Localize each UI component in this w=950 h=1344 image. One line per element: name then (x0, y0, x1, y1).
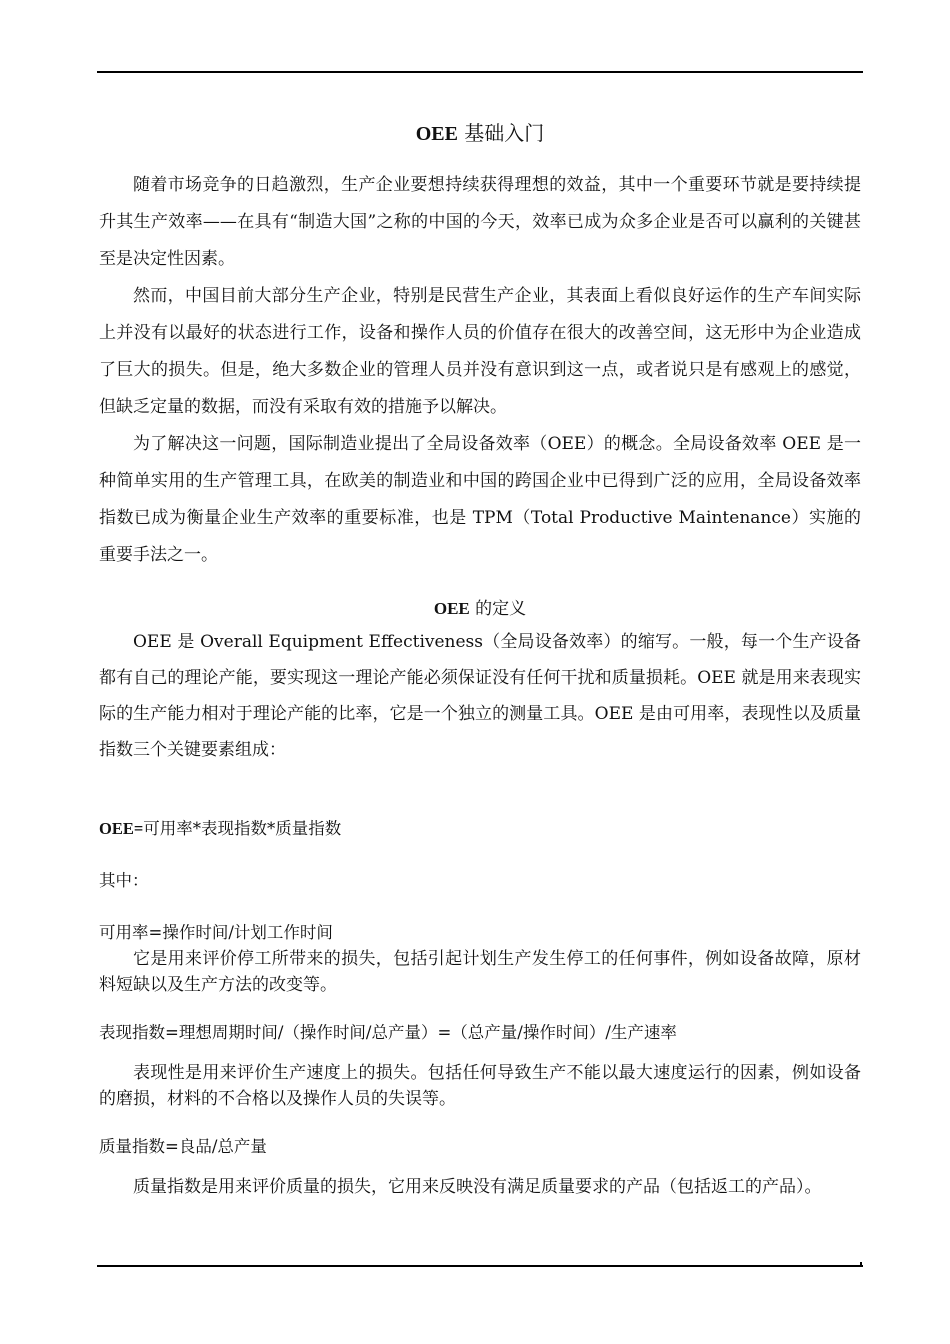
oee-formula-bold: OEE= (99, 819, 144, 838)
quality-formula: 质量指数=良品/总产量 (99, 1137, 267, 1156)
performance-description: 表现性是用来评价生产速度上的损失。包括任何导致生产不能以最大速度运行的因素，例如设备的磨损，材料的不合格以及操作人员的失误等。 (99, 1063, 861, 1109)
definition-heading (99, 594, 861, 624)
title-bold: OEE (415, 123, 458, 145)
performance-formula: 表现指数=理想周期时间/（操作时间/总产量）=（总产量/操作时间）/生产速率 (99, 1023, 677, 1042)
document-body (99, 118, 861, 1200)
oee-formula-rest: 可用率*表现指数*质量指数 (143, 819, 342, 838)
availability-formula: 可用率=操作时间/计划工作时间 (99, 923, 333, 942)
quality-description: 质量指数是用来评价质量的损失，它用来反映没有满足质量要求的产品（包括返工的产品）。 (133, 1177, 822, 1197)
footer-rule-mark (860, 1262, 862, 1267)
definition-heading-rest: 的定义 (469, 599, 527, 619)
intro-paragraph-1: 随着市场竞争的日趋激烈，生产企业要想持续获得理想的效益，其中一个重要环节就是要持续提升其生产效率——在具有“制造大国”之称的中国的今天，效率已成为众多企业是否可以赢利的关键甚至是决定性因素。 (99, 175, 861, 269)
oee-formula (99, 816, 861, 842)
document-title (99, 118, 861, 149)
intro-paragraph-3: 为了解决这一问题，国际制造业提出了全局设备效率（OEE）的概念。全局设备效率 OEE 是一种简单实用的生产管理工具，在欧美的制造业和中国的跨国企业中已得到广泛的应用，全局设备效率指数已成为衡量企业生产效率的重要标准，也是 TPM（Total Productive Maintenance）实施的重要手法之一。 (99, 434, 861, 565)
definition-paragraph: OEE 是 Overall Equipment Effectiveness（全局设备效率）的缩写。一般，每一个生产设备都有自己的理论产能，要实现这一理论产能必须保证没有任何干扰和质量损耗。OEE 就是用来表现实际的生产能力相对于理论产能的比率，它是一个独立的测量工具。OEE 是由可用率，表现性以及质量指数三个关键要素组成： (99, 632, 861, 760)
footer-rule (97, 1265, 863, 1267)
availability-description: 它是用来评价停工所带来的损失，包括引起计划生产发生停工的任何事件，例如设备故障，原材料短缺以及生产方法的改变等。 (99, 949, 861, 995)
definition-heading-bold: OEE (433, 599, 470, 618)
header-rule (97, 71, 863, 73)
where-label: 其中： (99, 871, 149, 890)
title-rest: 基础入门 (457, 121, 545, 145)
intro-paragraph-2: 然而，中国目前大部分生产企业，特别是民营生产企业，其表面上看似良好运作的生产车间实际上并没有以最好的状态进行工作，设备和操作人员的价值存在很大的改善空间，这无形中为企业造成了巨大的损失。但是，绝大多数企业的管理人员并没有意识到这一点，或者说只是有感观上的感觉，但缺乏定量的数据，而没有采取有效的措施予以解决。 (99, 286, 861, 417)
